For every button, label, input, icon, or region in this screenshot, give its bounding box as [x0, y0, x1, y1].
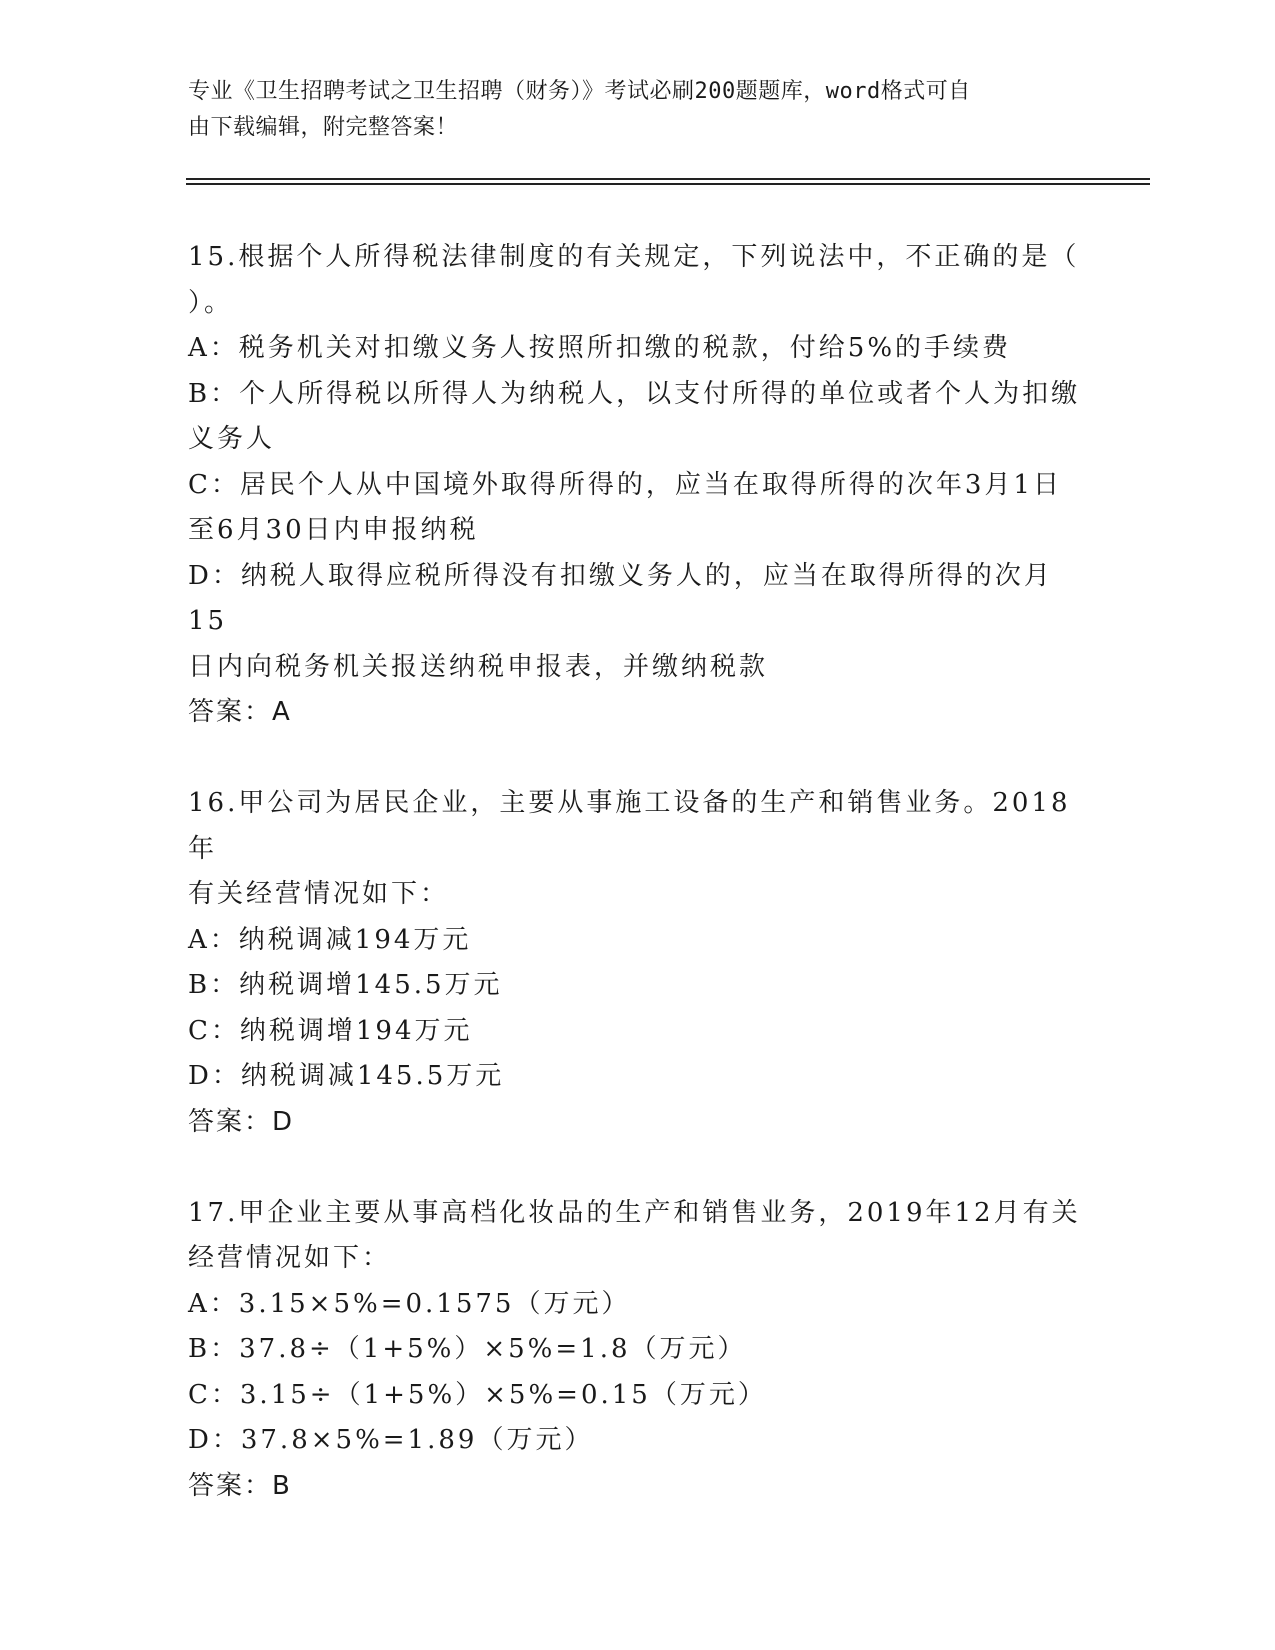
option-b: B：37.8÷（1+5%）×5%=1.8（万元） [188, 1334, 747, 1364]
option-d: D：37.8×5%=1.89（万元） [188, 1425, 594, 1455]
header-line-1: 专业《卫生招聘考试之卫生招聘（财务）》考试必刷200题题库，word格式可自 [188, 79, 971, 104]
question-stem-line: 有关经营情况如下： [188, 879, 450, 909]
option-c: C：3.15÷（1+5%）×5%=0.15（万元） [188, 1379, 767, 1410]
option-c-continued: 至6月30日内申报纳税 [188, 515, 479, 545]
question-list [188, 235, 1088, 1555]
document-header [188, 74, 1068, 146]
option-c: C：纳税调增194万元 [188, 1015, 473, 1046]
option-d-continued: 日内向税务机关报送纳税申报表，并缴纳税款 [188, 651, 769, 682]
option-b: B：纳税调增145.5万元 [188, 970, 503, 1000]
option-c: C：居民个人从中国境外取得所得的，应当在取得所得的次年3月1日 [188, 469, 1062, 500]
option-a: A：纳税调减194万元 [188, 924, 472, 955]
option-b: B：个人所得税以所得人为纳税人，以支付所得的单位或者个人为扣缴 [188, 378, 1081, 409]
question-stem-line: 16.甲公司为居民企业，主要从事施工设备的生产和销售业务。2018年 [188, 788, 1071, 864]
option-a: A：3.15×5%=0.1575（万元） [188, 1288, 631, 1319]
answer-label: 答案：D [188, 1106, 295, 1137]
question-stem-line: ）。 [188, 287, 234, 318]
header-divider-bottom [186, 183, 1150, 185]
header-divider-top [186, 178, 1150, 180]
question-17 [188, 1191, 1088, 1510]
header-line-2: 由下载编辑，附完整答案！ [188, 115, 459, 140]
question-stem-line: 经营情况如下： [188, 1243, 392, 1273]
answer-label: 答案：B [188, 1470, 292, 1501]
question-stem-line: 17.甲企业主要从事高档化妆品的生产和销售业务，2019年12月有关 [188, 1197, 1081, 1228]
answer-label: 答案：A [188, 697, 292, 727]
question-16 [188, 781, 1088, 1145]
question-15 [188, 235, 1088, 736]
option-d: D：纳税人取得应税所得没有扣缴义务人的，应当在取得所得的次月15 [188, 560, 1053, 636]
option-a: A：税务机关对扣缴义务人按照所扣缴的税款，付给5%的手续费 [188, 333, 1012, 363]
option-d: D：纳税调减145.5万元 [188, 1061, 505, 1091]
question-stem-line: 15.根据个人所得税法律制度的有关规定，下列说法中，不正确的是（ [188, 242, 1080, 272]
option-b-continued: 义务人 [188, 424, 276, 454]
